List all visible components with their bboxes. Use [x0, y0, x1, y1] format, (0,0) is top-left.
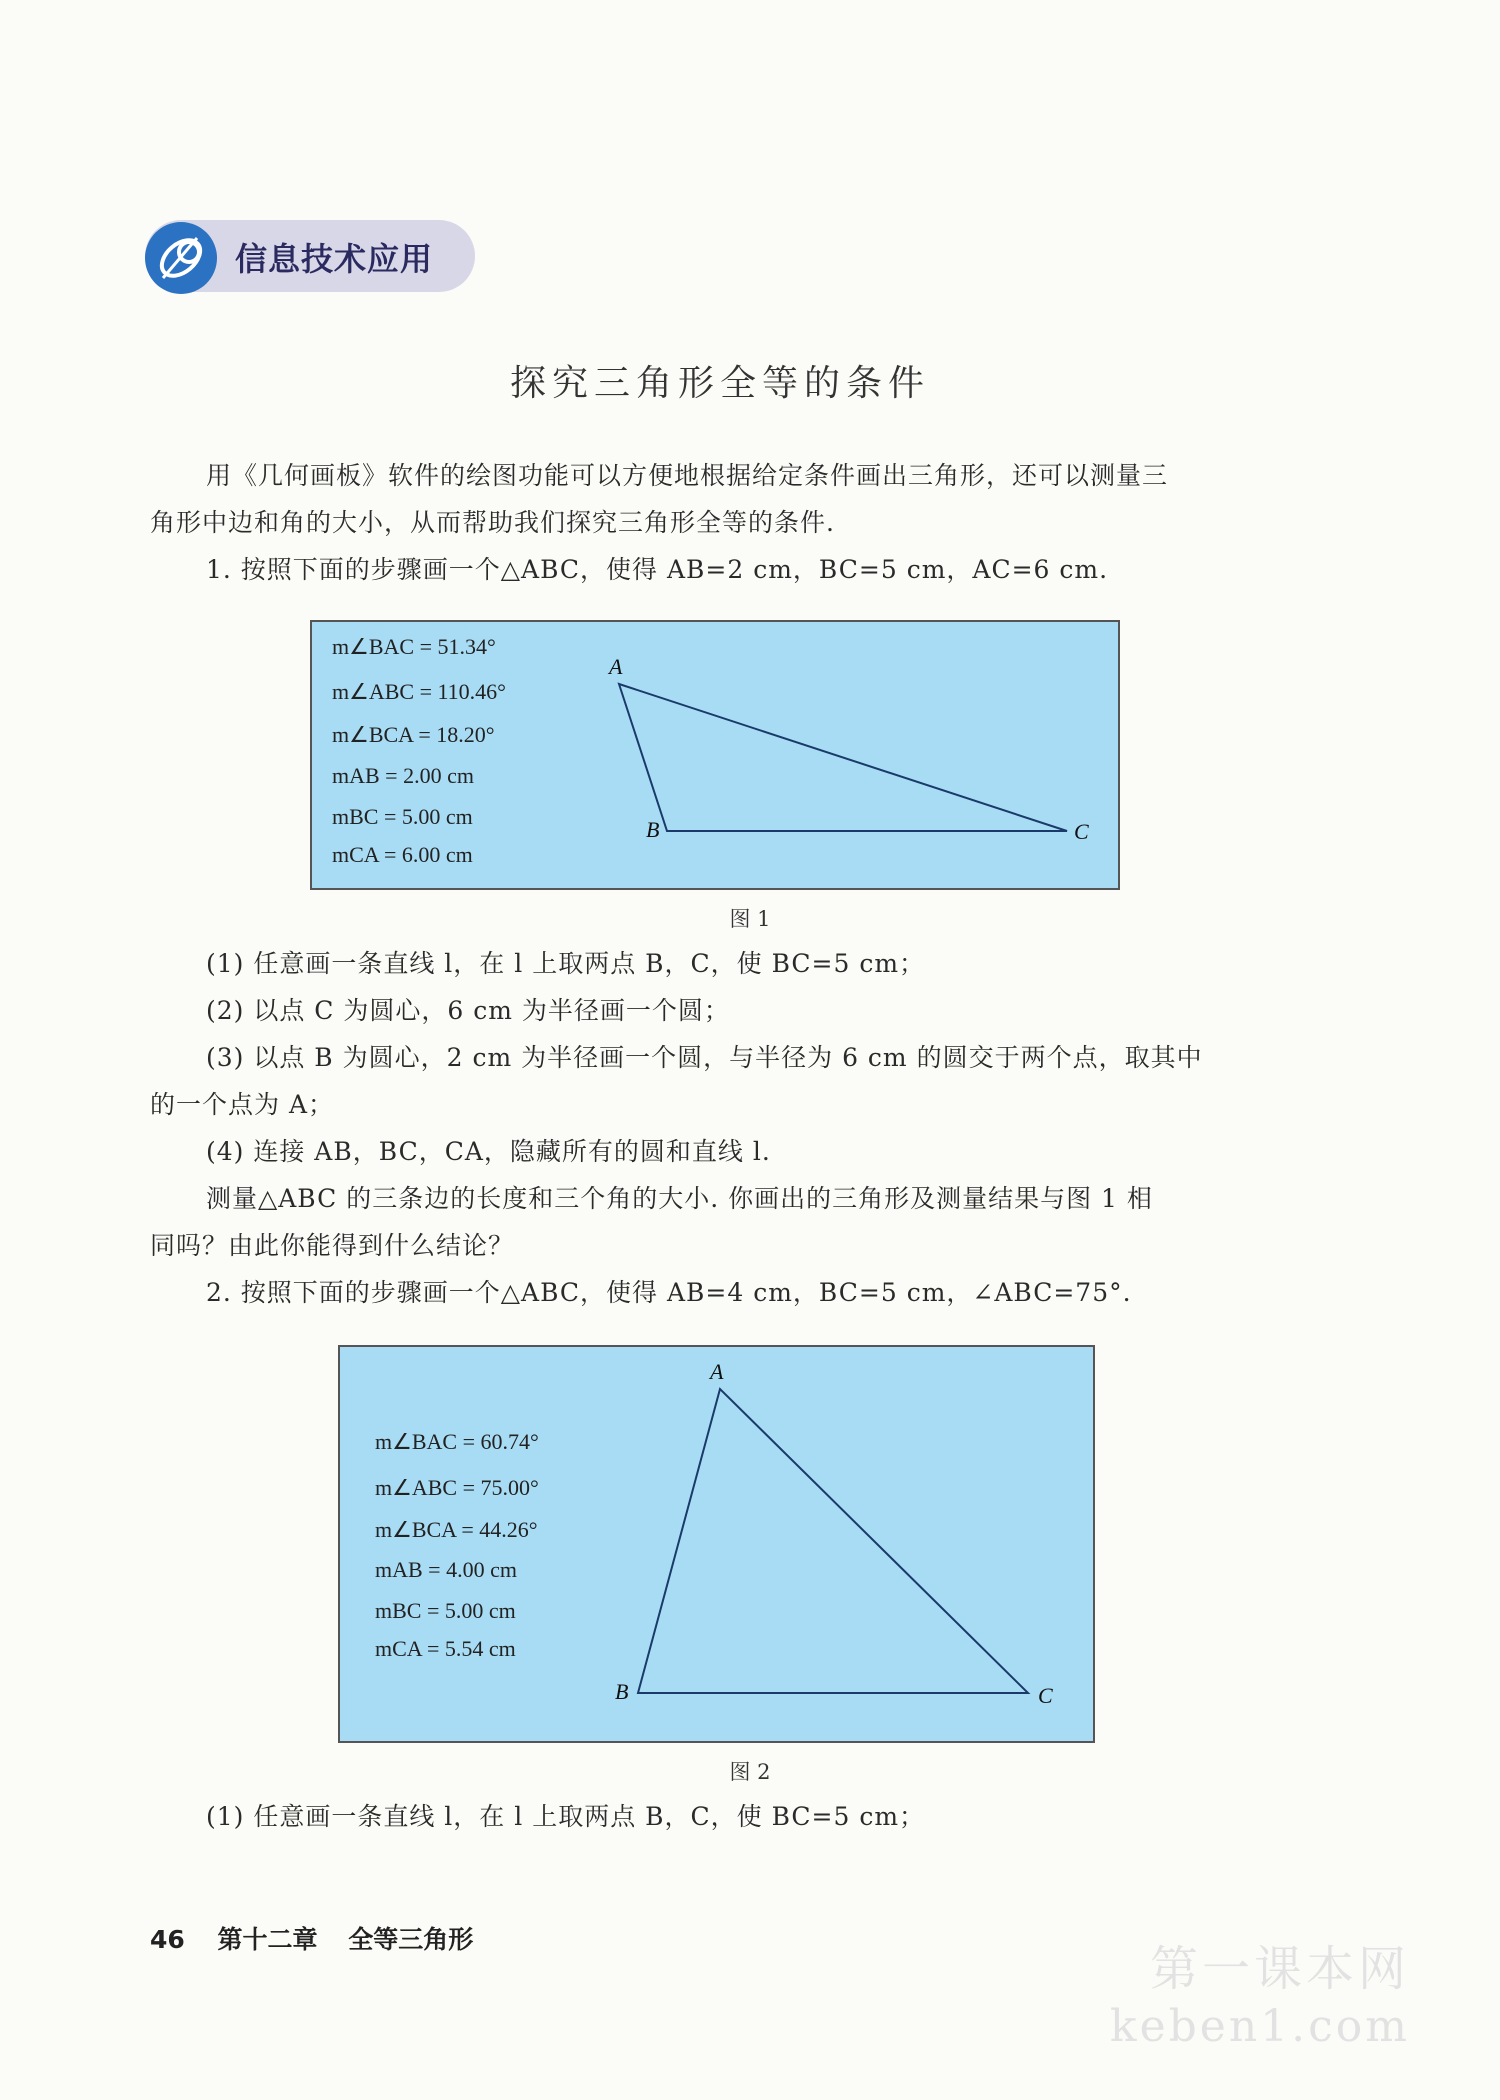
step-1-4: (4) 连接 AB，BC，CA，隐藏所有的圆和直线 l.	[206, 1137, 771, 1166]
measurement-bac: m∠BAC = 60.74°	[375, 1429, 539, 1454]
triangle-1	[312, 622, 1122, 892]
vertex-b-label: B	[646, 817, 660, 842]
triangle-2	[340, 1347, 1097, 1745]
measurement-ab: mAB = 4.00 cm	[375, 1557, 517, 1582]
question-1-line-1: 测量△ABC 的三条边的长度和三个角的大小. 你画出的三角形及测量结果与图 1 相	[206, 1184, 1153, 1213]
figure-1-caption: 图 1	[729, 907, 771, 931]
measurement-abc: m∠ABC = 110.46°	[332, 679, 506, 704]
measurement-ca: mCA = 6.00 cm	[332, 842, 473, 867]
measurement-bc: mBC = 5.00 cm	[332, 804, 473, 829]
measurement-bac: m∠BAC = 51.34°	[332, 634, 496, 659]
step-1-2: (2) 以点 C 为圆心，6 cm 为半径画一个圆；	[206, 996, 730, 1025]
step-1-3a: (3) 以点 B 为圆心，2 cm 为半径画一个圆，与半径为 6 cm 的圆交于两个点，取其中	[206, 1043, 1203, 1072]
page-footer	[150, 1920, 473, 1956]
intro-line-2: 角形中边和角的大小，从而帮助我们探究三角形全等的条件.	[150, 508, 835, 537]
measurement-bca: m∠BCA = 18.20°	[332, 722, 495, 747]
watermark-line-1: 第一课本网	[1149, 1941, 1410, 1997]
figure-1	[310, 620, 1120, 890]
vertex-a-label: A	[609, 654, 623, 679]
info-tech-icon	[145, 222, 217, 294]
chapter-number: 第十二章	[217, 1925, 318, 1954]
page-number: 46	[150, 1925, 185, 1954]
watermark	[1110, 1940, 1410, 2056]
step-1-3b: 的一个点为 A；	[150, 1090, 335, 1119]
watermark-line-2: keben1.com	[1109, 2001, 1410, 2052]
measurement-abc: m∠ABC = 75.00°	[375, 1475, 539, 1500]
figure-2	[338, 1345, 1095, 1743]
task-2: 2. 按照下面的步骤画一个△ABC，使得 AB=4 cm，BC=5 cm，∠ABC=75°.	[206, 1278, 1132, 1307]
page-title: 探究三角形全等的条件	[509, 363, 930, 404]
step-2-1: (1) 任意画一条直线 l，在 l 上取两点 B，C，使 BC=5 cm；	[206, 1802, 926, 1831]
measurement-ab: mAB = 2.00 cm	[332, 763, 474, 788]
intro-line-1: 用《几何画板》软件的绘图功能可以方便地根据给定条件画出三角形，还可以测量三	[206, 461, 1169, 490]
measurement-bc: mBC = 5.00 cm	[375, 1598, 516, 1623]
vertex-c-label: C	[1038, 1683, 1053, 1708]
measurement-bca: m∠BCA = 44.26°	[375, 1517, 538, 1542]
section-badge-label: 信息技术应用	[235, 240, 434, 278]
chapter-title: 全等三角形	[348, 1925, 474, 1954]
figure-2-caption: 图 2	[729, 1760, 771, 1784]
task-1: 1. 按照下面的步骤画一个△ABC，使得 AB=2 cm，BC=5 cm，AC=6 cm.	[206, 555, 1109, 584]
question-1-line-2: 同吗？由此你能得到什么结论？	[150, 1231, 515, 1260]
step-1-1: (1) 任意画一条直线 l，在 l 上取两点 B，C，使 BC=5 cm；	[206, 949, 926, 978]
measurement-ca: mCA = 5.54 cm	[375, 1636, 516, 1661]
vertex-b-label: B	[615, 1679, 629, 1704]
vertex-c-label: C	[1074, 819, 1089, 844]
vertex-a-label: A	[710, 1359, 724, 1384]
